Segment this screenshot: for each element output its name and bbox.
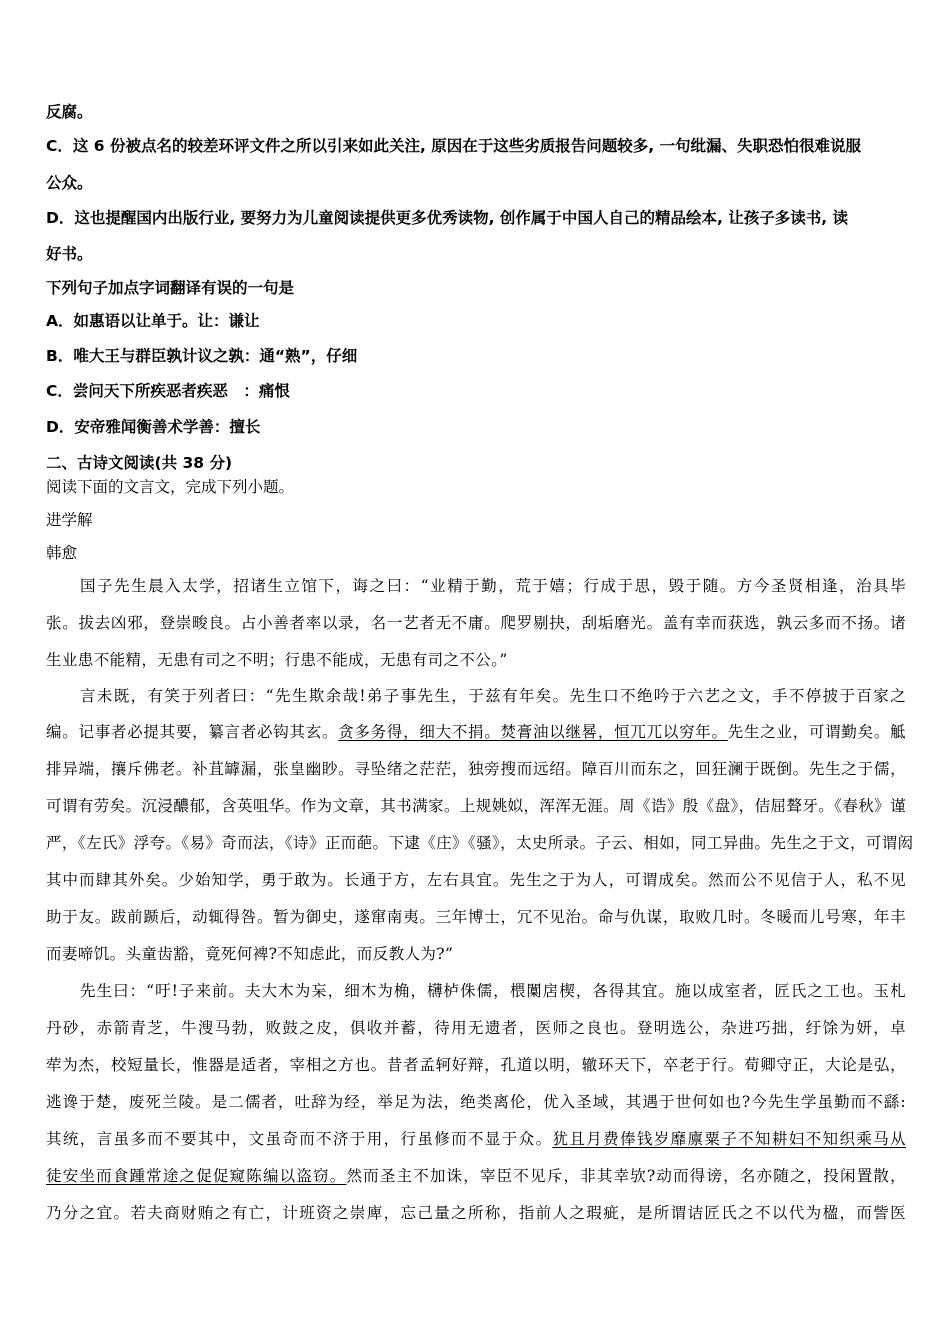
- option-d-line1: D．这也提醒国内出版行业, 要努力为儿童阅读提供更多优秀读物, 创作属于中国人自己的精品绘本, 让孩子多读书, 读: [46, 209, 849, 227]
- passage-line: 可谓有劳矣。沉浸醲郁，含英咀华。作为文章，其书满家。上规姚姒，浑浑无涯。周《诰》殷《盘》，佶屈聱牙。《春秋》谨: [46, 797, 906, 815]
- question-option-a: A．如惠语以让单于。让：谦让: [46, 312, 260, 330]
- option-b-tail: 反腐。: [46, 103, 93, 121]
- passage-line: 排异端，攘斥佛老。补苴罅漏，张皇幽眇。寻坠绪之茫茫，独旁搜而远绍。障百川而东之，回狂澜于既倒。先生之于儒，: [46, 760, 906, 778]
- passage-segment: 然而圣主不加诛，宰臣不见斥，非其幸欤?动而得谤，名亦随之，投闲置散，: [346, 1167, 906, 1185]
- passage-line: 助于友。跋前踬后，动辄得咎。暂为御史，遂窜南夷。三年博士，冗不见治。命与仇谋，取败几时。冬暖而儿号寒，年丰: [46, 908, 906, 926]
- passage-segment: 其统，言虽多而不要其中，文虽奇而不济于用，行虽修而不显于众。: [46, 1130, 553, 1148]
- section-instruction: 阅读下面的文言文，完成下列小题。: [46, 478, 295, 496]
- passage-line: 丹砂，赤箭青芝，牛溲马勃，败鼓之皮，俱收并蓄，待用无遗者，医师之良也。登明选公，杂进巧拙，纡馀为妍，卓: [46, 1019, 906, 1037]
- option-d-line2: 好书。: [46, 245, 93, 263]
- option-c-line2: 公众。: [46, 174, 93, 192]
- passage-line: 张。拔去凶邪，登崇畯良。占小善者率以录，名一艺者无不庸。爬罗剔抉，刮垢磨光。盖有幸而获选，孰云多而不扬。诸: [46, 614, 906, 632]
- option-c-line1: C．这 6 份被点名的较差环评文件之所以引来如此关注, 原因在于这些劣质报告问题较多, 一句纰漏、失职恐怕很难说服: [46, 137, 862, 155]
- passage-line-underlined: [46, 1129, 906, 1149]
- passage-line: 逃谗于楚，废死兰陵。是二儒者，吐辞为经，举足为法，绝类离伦，优入圣域，其遇于世何如也?今先生学虽勤而不繇:: [46, 1093, 906, 1111]
- underlined-sentence: 贪多务得，细大不捐。焚膏油以继晷，恒兀兀以穷年。: [338, 723, 728, 741]
- passage-segment: 编。记事者必提其要，纂言者必钩其玄。: [46, 723, 339, 741]
- essay-title: 进学解: [46, 511, 93, 529]
- question-option-c: C．尝问天下所疾恶者疾恶 ：痛恨: [46, 382, 290, 400]
- passage-line: 乃分之宜。若夫商财贿之有亡，计班资之崇庳，忘己量之所称，指前人之瑕疵，是所谓诘匠氏之不以代为楹，而訾医: [46, 1204, 906, 1222]
- passage-segment: 先生之业，可谓勤矣。觝: [727, 723, 906, 741]
- passage-line-underlined: [46, 1166, 906, 1186]
- section-title: 二、古诗文阅读(共 38 分): [46, 454, 233, 472]
- passage-line: 生业患不能精，无患有司之不明；行患不能成，无患有司之不公。”: [46, 651, 508, 669]
- passage-line: 严，《左氏》浮夸。《易》奇而法，《诗》正而葩。下逮《庄》《骚》，太史所录。子云、相如，同工异曲。先生之于文，可谓闳: [46, 834, 914, 852]
- underlined-sentence: 徒安坐而食踵常途之促促窥陈编以盗窃。: [46, 1167, 347, 1185]
- passage-line: 荦为杰，校短量长，惟器是适者，宰相之方也。昔者孟轲好辩，孔道以明，辙环天下，卒老于行。荀卿守正，大论是弘，: [46, 1056, 906, 1074]
- essay-author: 韩愈: [46, 544, 78, 562]
- passage-line: 言未既，有笑于列者曰：“先生欺余哉!弟子事先生，于兹有年矣。先生口不绝吟于六艺之文，手不停披于百家之: [80, 687, 906, 705]
- passage-line: 国子先生晨入太学，招诸生立馆下，诲之曰：“业精于勤，荒于嬉；行成于思，毁于随。方今圣贤相逢，治具毕: [80, 577, 906, 595]
- question-option-b: B．唯大王与群臣孰计议之孰：通“熟”，仔细: [46, 347, 358, 365]
- passage-line: 而妻啼饥。头童齿豁，竟死何裨?不知虑此，而反教人为?”: [46, 945, 454, 963]
- passage-line: 先生曰：“吁!子来前。夫大木为杗，细木为桷，欂栌侏儒，椳闑扂楔，各得其宜。施以成室者，匠氏之工也。玉札: [80, 982, 906, 1000]
- passage-line: 其中而肆其外矣。少始知学，勇于敢为。长通于方，左右具宜。先生之于为人，可谓成矣。然而公不见信于人，私不见: [46, 871, 906, 889]
- passage-line-underlined: [46, 722, 906, 742]
- question-option-d: D．安帝雅闻衡善术学善：擅长: [46, 418, 261, 436]
- underlined-sentence: 犹且月费俸钱岁靡廪粟子不知耕妇不知织乘马从: [552, 1130, 906, 1148]
- question-stem: 下列句子加点字词翻译有误的一句是: [46, 279, 295, 297]
